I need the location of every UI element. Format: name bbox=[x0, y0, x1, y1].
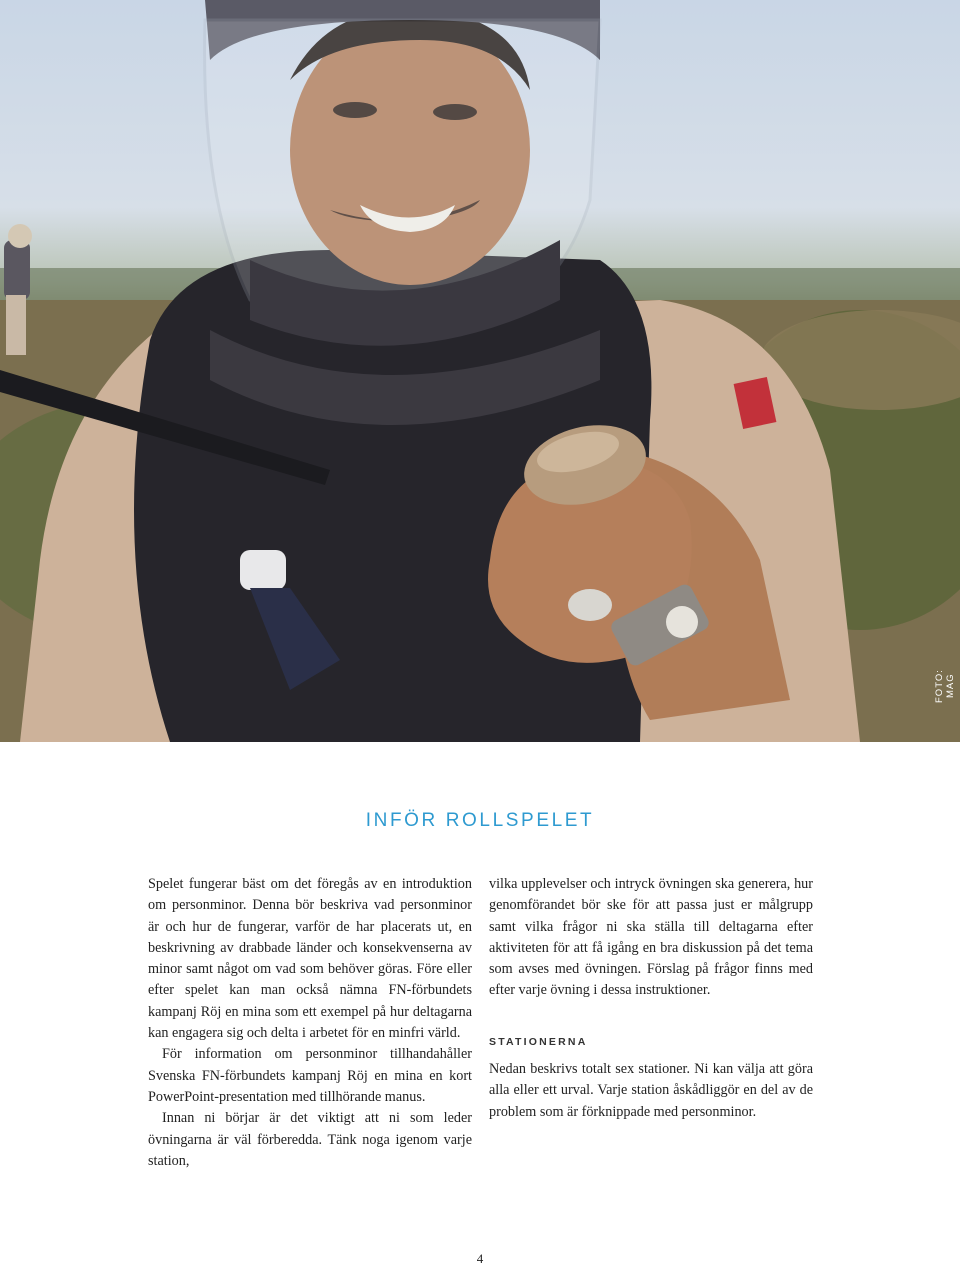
left-paragraph-3: Innan ni börjar är det viktigt att ni som leder övningarna är väl förberedda. Tänk noga igenom varje station, bbox=[148, 1110, 472, 1169]
left-paragraph-1: Spelet fungerar bäst om det föregås av en introduktion om personminor. Denna bör beskriva vad personminor är och hur de fungerar, varför de har placerats ut, en beskrivning av drabbade länder och konsekvenserna av minor samt något om vad som behöver göras. Före eller efter spelet kan man också nämna FN-förbundets kampanj Röj en mina som ett exempel på hur deltagarna kan engagera sig och delta i arbetet för en minfri värld. bbox=[148, 876, 472, 1042]
section-title: INFÖR ROLLSPELET bbox=[365, 810, 595, 831]
photo-credit: FOTO: MAG bbox=[934, 669, 956, 703]
stations-subheading: STATIONERNA bbox=[489, 1035, 588, 1048]
left-paragraph-2: För information om personminor tillhandahåller Svenska FN-förbundets kampanj Röj en mina en kort PowerPoint-presentation med tillhörande manus. bbox=[148, 1046, 472, 1105]
right-column bbox=[489, 874, 813, 1123]
left-column bbox=[148, 874, 472, 1172]
right-paragraph-1: vilka upplevelser och intryck övningen ska generera, hur genomförandet bör ske för att passa just er målgrupp samt vilka frågor ni ska ställa till deltagarna efter aktiviteten för att få igång en bra diskussion på det tema som avses med övningen. Förslag på frågor finns med efter varje övning i dessa instruktioner. bbox=[489, 876, 813, 999]
stations-paragraph: Nedan beskrivs totalt sex stationer. Ni kan välja att göra alla eller ett urval. Varje station åskådliggör en del av de problem som är förknippade med personminor. bbox=[489, 1061, 813, 1120]
page-number: 4 bbox=[476, 1251, 484, 1266]
